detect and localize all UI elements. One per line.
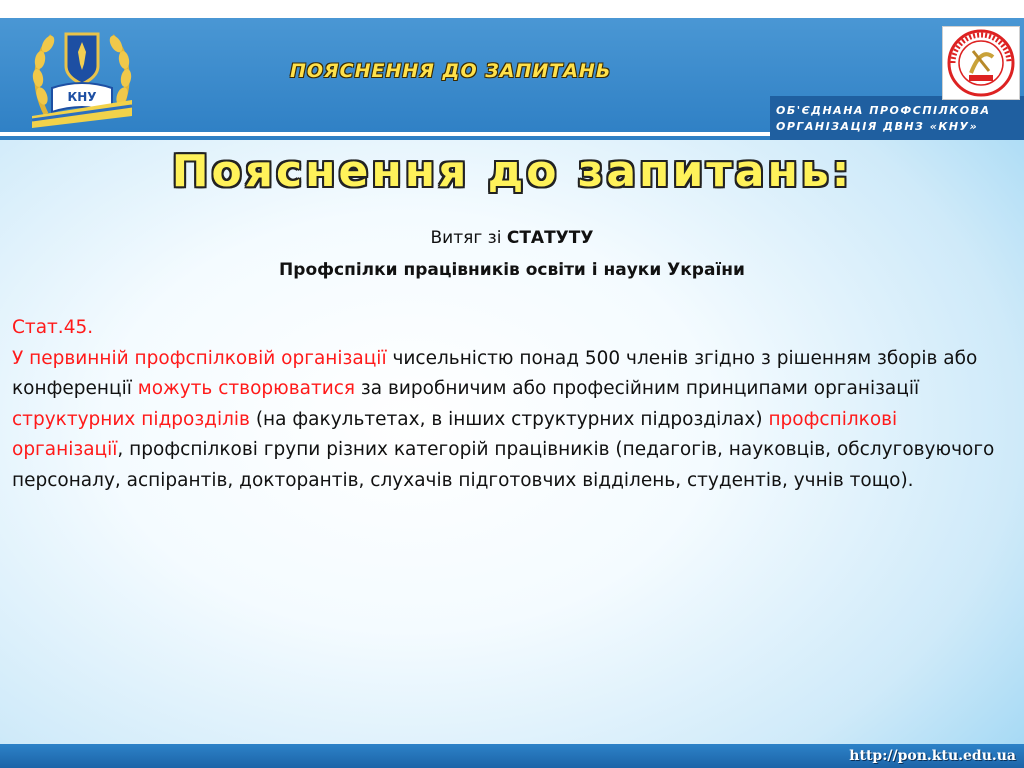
article-paragraph — [12, 344, 1012, 497]
article-text — [12, 313, 1012, 496]
statute-word: СТАТУТУ — [506, 228, 594, 248]
slide-heading: Пояснення до запитань: — [171, 146, 853, 197]
statute-prefix: Витяг зі — [430, 228, 507, 248]
org-strip — [770, 96, 1024, 140]
footer-url-link[interactable]: http://pon.ktu.edu.ua — [849, 748, 1016, 764]
statute-extract-line — [0, 228, 1024, 248]
logo-abbreviation: КНУ — [67, 90, 97, 104]
org-name-line-2: ОРГАНІЗАЦІЯ ДВНЗ «КНУ» — [776, 120, 979, 133]
text-segment: профспілкові організації — [12, 408, 898, 460]
university-emblem-logo — [28, 26, 136, 130]
text-segment: (на факультетах, в інших структурних підрозділах) — [249, 408, 769, 430]
text-segment: , профспілкові групи різних категорій працівників (педагогів, науковців, обслуговуючого персоналу, аспірантів, докторантів, слухачів підготовчих відділень, студентів, учнів тощо). — [12, 439, 995, 491]
org-name-line-1: ОБ'ЄДНАНА ПРОФСПІЛКОВА — [776, 104, 991, 117]
union-seal-logo — [942, 26, 1020, 100]
header-title: ПОЯСНЕННЯ ДО ЗАПИТАНЬ — [290, 60, 612, 82]
text-segment: за виробничим або професійним принципами організації — [355, 378, 920, 399]
text-segment: структурних підрозділів — [12, 408, 250, 430]
text-segment: можуть створюватися — [137, 378, 356, 399]
text-segment: чисельністю понад 500 членів згідно з рішенням зборів або конференції — [12, 347, 978, 399]
union-name-line: Профспілки працівників освіти і науки України — [279, 260, 745, 280]
article-number: Стат.45. — [12, 317, 94, 338]
text-segment: У первинній профспілковій організації — [12, 347, 387, 369]
